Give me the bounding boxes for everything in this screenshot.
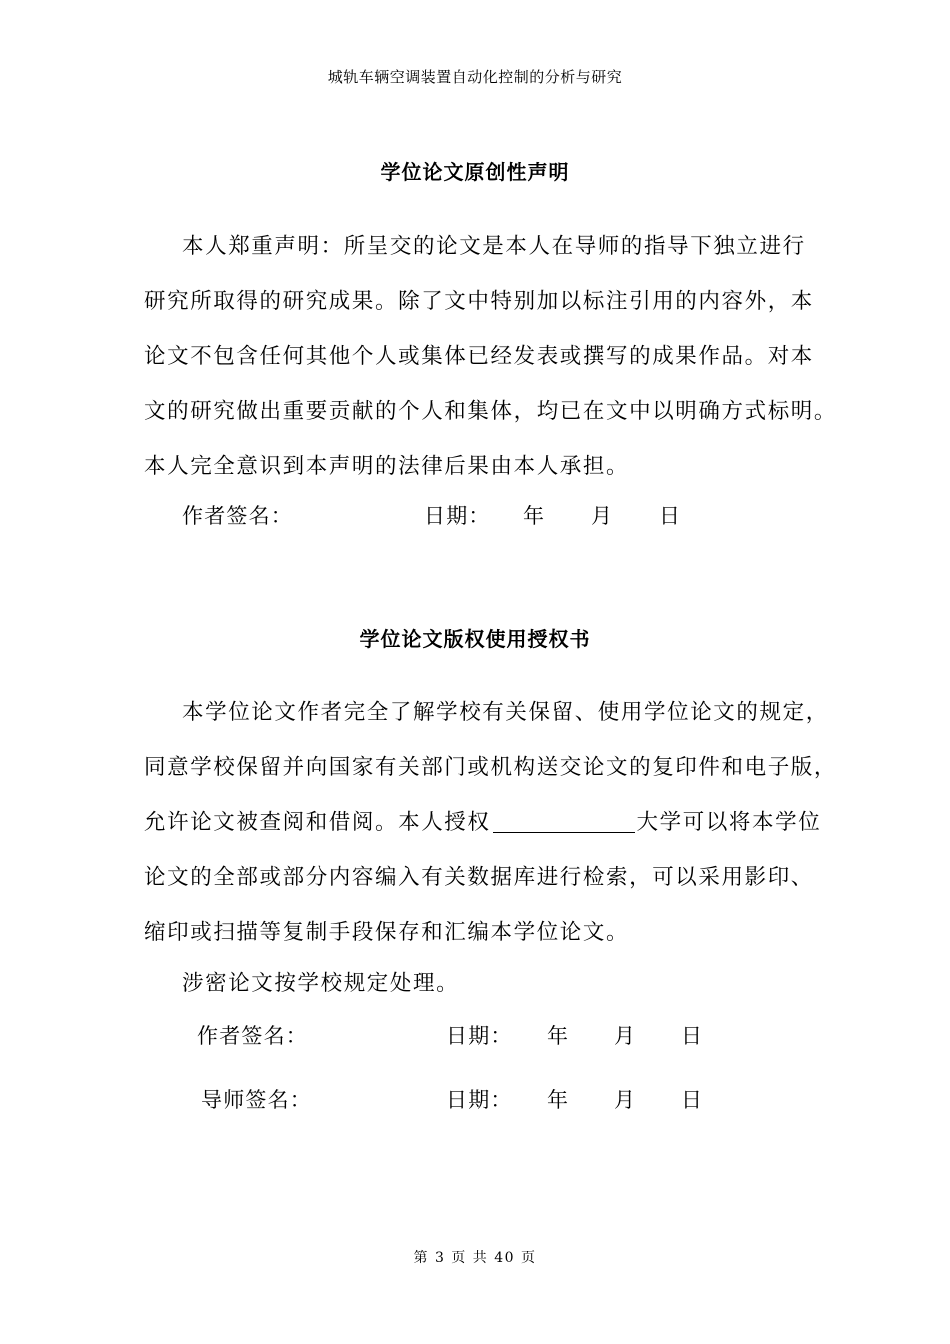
copyright-line-4: 论文的全部或部分内容编入有关数据库进行检索，可以采用影印、 xyxy=(144,865,814,890)
copyright-line-2: 同意学校保留并向国家有关部门或机构送交论文的复印件和电子版， xyxy=(144,755,838,780)
originality-line-5: 本人完全意识到本声明的法律后果由本人承担。 xyxy=(144,454,630,479)
copyright-line-3 xyxy=(144,805,821,836)
page-number-footer: 第 3 页 共 40 页 xyxy=(413,1250,537,1266)
copyright-author-date-label: 日期： xyxy=(446,1024,513,1048)
copyright-author-sign-label: 作者签名： xyxy=(197,1024,308,1048)
copyright-advisor-date-label: 日期： xyxy=(446,1088,513,1112)
running-header: 城轨车辆空调装置自动化控制的分析与研究 xyxy=(327,68,623,86)
copyright-author-month-label: 月 xyxy=(614,1024,637,1048)
copyright-advisor-year-label: 年 xyxy=(547,1088,570,1112)
originality-date-label: 日期： xyxy=(424,504,491,528)
originality-line-4: 文的研究做出重要贡献的个人和集体，均已在文中以明确方式标明。 xyxy=(144,399,838,424)
copyright-line-1: 本学位论文作者完全了解学校有关保留、使用学位论文的规定， xyxy=(182,700,829,725)
copyright-advisor-sign-label: 导师签名： xyxy=(201,1088,312,1112)
copyright-line-3-before: 允许论文被查阅和借阅。本人授权 xyxy=(144,810,491,835)
originality-day-label: 日 xyxy=(659,504,682,528)
originality-line-2: 研究所取得的研究成果。除了文中特别加以标注引用的内容外，本 xyxy=(144,289,814,314)
originality-line-3: 论文不包含任何其他个人或集体已经发表或撰写的成果作品。对本 xyxy=(144,344,814,369)
copyright-line-5: 缩印或扫描等复制手段保存和汇编本学位论文。 xyxy=(144,920,630,945)
copyright-author-year-label: 年 xyxy=(547,1024,570,1048)
copyright-author-day-label: 日 xyxy=(681,1024,704,1048)
copyright-title: 学位论文版权使用授权书 xyxy=(359,627,591,651)
originality-year-label: 年 xyxy=(523,504,546,528)
copyright-line-6: 涉密论文按学校规定处理。 xyxy=(182,971,460,996)
originality-line-1: 本人郑重声明：所呈交的论文是本人在导师的指导下独立进行 xyxy=(182,234,806,259)
copyright-advisor-month-label: 月 xyxy=(614,1088,637,1112)
copyright-line-3-after: 大学可以将本学位 xyxy=(636,810,822,835)
originality-author-sign-label: 作者签名： xyxy=(182,504,293,528)
originality-title: 学位论文原创性声明 xyxy=(380,160,570,184)
university-name-blank[interactable] xyxy=(493,810,635,833)
copyright-advisor-day-label: 日 xyxy=(681,1088,704,1112)
originality-month-label: 月 xyxy=(591,504,614,528)
